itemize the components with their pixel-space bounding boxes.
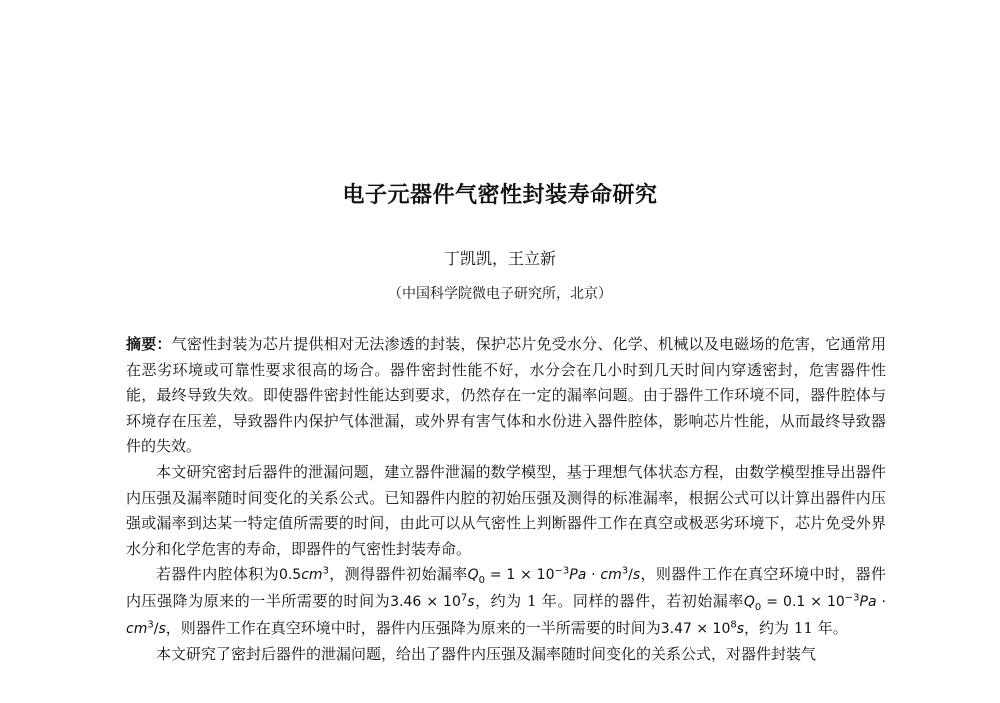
body-paragraph-3 (126, 562, 886, 642)
p3-text-4: ，约为 1 年。同样的器件，若初始漏率 (474, 591, 744, 610)
abstract-label: 摘要： (126, 335, 172, 353)
time-formula-2: $3.47 \times 10^8s$ (660, 618, 745, 637)
abstract-paragraph (126, 332, 886, 460)
p3-text-3: ，则器件工作在真空环境中时，器件内压强降为原来的一半所需要的时间为 (126, 565, 886, 610)
p3-text-2: ，测得器件初始漏率 (328, 565, 468, 584)
abstract-text: 气密性封装为芯片提供相对无法渗透的封装，保护芯片免受水分、化学、机械以及电磁场的危害，它通常用在恶劣环境或可靠性要求很高的场合。器件密封性能不好，水分会在几小时到几天时间内穿透密封，危害器件性能，最终导致失效。即使器件密封性能达到要求，仍然存在一定的漏率问题。由于器件工作环境不同，器件腔体与环境存在压差，导致器件内保护气体泄漏，或外界有害气体和水份进入器件腔体，影响芯片性能，从而最终导致器件的失效。 (126, 335, 886, 456)
p3-text-6: ，约为 11 年。 (744, 618, 848, 637)
paper-authors: 丁凯凯，王立新 (443, 249, 556, 268)
body-paragraph-4: 本文研究了密封后器件的泄漏问题，给出了器件内压强及漏率随时间变化的关系公式，对器件封装气 (156, 645, 817, 664)
paper-body (126, 332, 886, 668)
leak-rate-formula-1: $Q_0 = 1 \times 10^{-3}Pa \cdot cm^3/s$ (467, 565, 641, 587)
paper-affiliation: （中国科学院微电子研究所，北京） (388, 286, 612, 302)
p3-text-5: ，则器件工作在真空环境中时，器件内压强降为原来的一半所需要的时间为 (165, 618, 661, 637)
time-formula-1: $3.46 \times 10^7s$ (390, 592, 475, 610)
leak-rate-formula-2: $Q_0 = 0.1 \times 10^{-3}Pa \cdot cm^3/s$ (126, 592, 887, 637)
volume-formula: $0.5cm^3$ (278, 565, 329, 584)
body-paragraph-2: 本文研究密封后器件的泄漏问题，建立器件泄漏的数学模型，基于理想气体状态方程，由数学模型推导出器件内压强及漏率随时间变化的关系公式。已知器件内腔的初始压强及测得的标准漏率，根据公式可以计算出器件内压强或漏率到达某一特定值所需要的时间，由此可以从气密性上判断器件工作在真空或极恶劣环境下，芯片免受外界水分和化学危害的寿命，即器件的气密性封装寿命。 (126, 462, 886, 558)
paper-title: 电子元器件气密性封装寿命研究 (342, 183, 658, 208)
p3-text-1: 若器件内腔体积为 (156, 565, 279, 584)
